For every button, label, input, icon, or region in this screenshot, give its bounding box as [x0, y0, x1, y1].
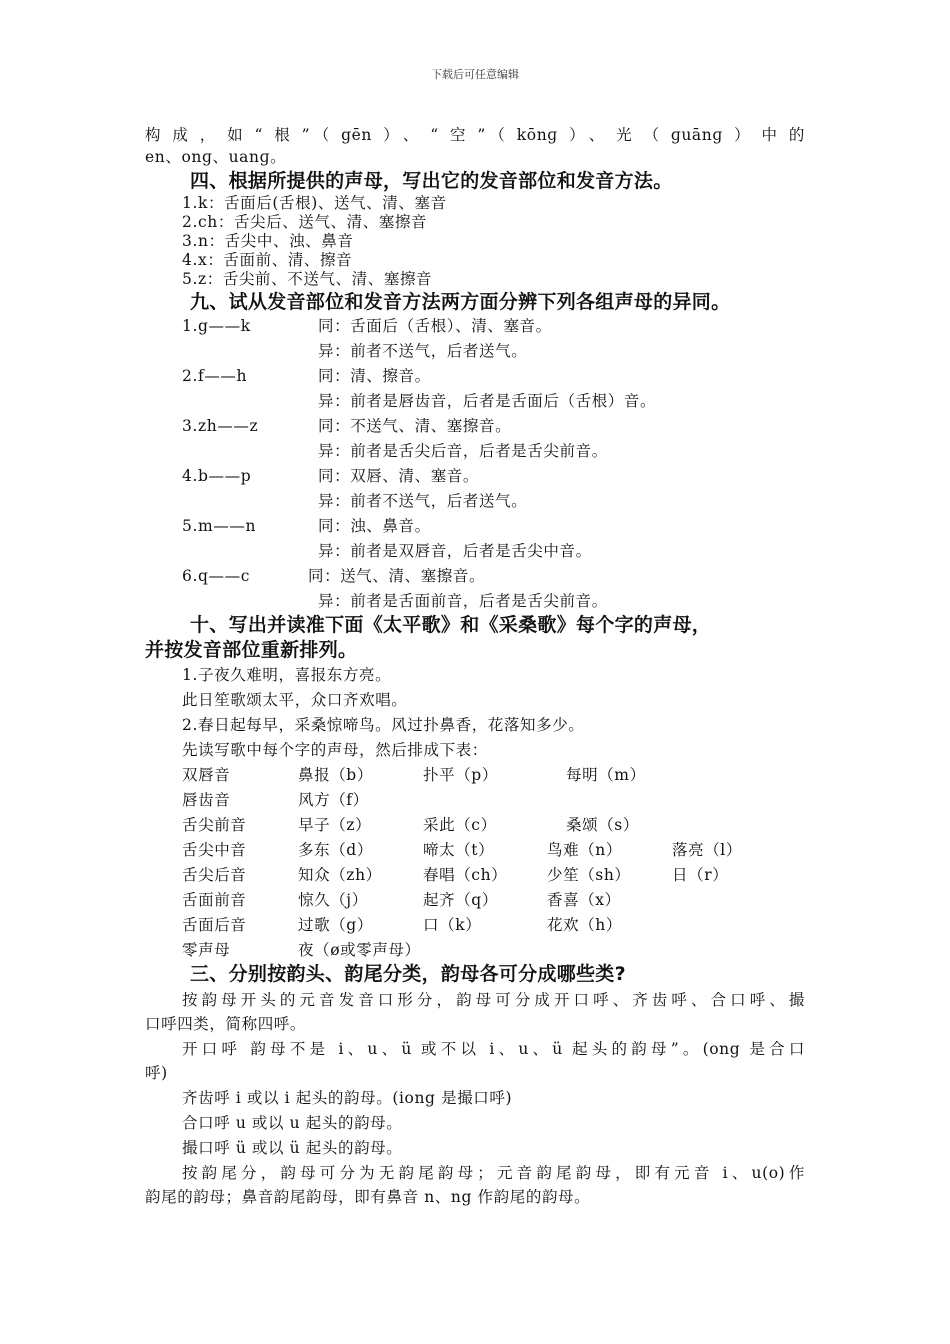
pair-diff: 异：前者不送气，后者送气。: [318, 492, 528, 510]
table-cell: 春唱（ch）: [423, 866, 508, 884]
intro-line-2: en、onɡ、uanɡ。: [145, 148, 287, 166]
table-cell-category: 零声母: [182, 941, 231, 959]
pair-same: 同：舌面后（舌根）、清、塞音。: [318, 317, 552, 335]
section-9-heading: 九、试从发音部位和发音方法两方面分辨下列各组声母的异同。: [190, 291, 731, 313]
table-cell-category: 舌尖中音: [182, 841, 247, 859]
table-cell: 扑平（p）: [423, 766, 498, 784]
table-cell: 多东（d）: [298, 841, 373, 859]
pair-same: 同：浊、鼻音。: [318, 517, 431, 535]
poem-line: 此日笙歌颂太平，众口齐欢唱。: [182, 691, 408, 709]
paragraph-line: 呼): [145, 1064, 168, 1082]
table-cell: 过歌（g）: [298, 916, 373, 934]
pair-diff: 异：前者是双唇音，后者是舌尖中音。: [318, 542, 592, 560]
pair-diff: 异：前者是舌面前音，后者是舌尖前音。: [318, 592, 608, 610]
poem-line: 2.春日起每早，采桑惊啼鸟。风过扑鼻香，花落知多少。: [182, 716, 585, 734]
table-cell: 口（k）: [423, 916, 482, 934]
pair-label: 2.f——h: [182, 367, 248, 385]
pair-same: 同：不送气、清、塞擦音。: [318, 417, 512, 435]
pair-diff: 异：前者是唇齿音，后者是舌面后（舌根）音。: [318, 392, 657, 410]
paragraph-line: 口呼四类，简称四呼。: [145, 1015, 307, 1033]
table-instruction: 先读写歌中每个字的声母，然后排成下表：: [182, 741, 488, 759]
paragraph-line: 开口呼 韵母不是 i、u、ü 或不以 i、u、ü 起头的韵母”。(ong 是合口: [182, 1040, 805, 1058]
section-4-heading: 四、根据所提供的声母，写出它的发音部位和发音方法。: [190, 170, 673, 192]
table-cell-category: 舌面后音: [182, 916, 247, 934]
table-cell: 少笙（sh）: [547, 866, 631, 884]
table-cell: 鸟难（n）: [547, 841, 622, 859]
table-cell: 惊久（j）: [298, 891, 368, 909]
table-cell: 鼻报（b）: [298, 766, 373, 784]
section-4-item: 1.k：舌面后(舌根)、送气、清、塞音: [182, 194, 447, 212]
table-cell: 早子（z）: [298, 816, 372, 834]
table-cell: 啼太（t）: [423, 841, 495, 859]
table-cell-category: 舌尖前音: [182, 816, 247, 834]
pair-label: 5.m——n: [182, 517, 257, 535]
pair-same: 同：双唇、清、塞音。: [318, 467, 480, 485]
table-cell: 知众（zh）: [298, 866, 382, 884]
section-4-item: 2.ch：舌尖后、送气、清、塞擦音: [182, 213, 428, 231]
table-cell-category: 双唇音: [182, 766, 231, 784]
table-cell-category: 舌面前音: [182, 891, 247, 909]
table-cell: 香喜（x）: [547, 891, 621, 909]
pair-label: 3.zh——z: [182, 417, 259, 435]
paragraph-line: 按韵母开头的元音发音口形分，韵母可分成开口呼、齐齿呼、合口呼、撮: [182, 991, 805, 1009]
table-cell: 起齐（q）: [423, 891, 498, 909]
section-4-item: 5.z：舌尖前、不送气、清、塞擦音: [182, 270, 433, 288]
table-cell: 日（r）: [672, 866, 729, 884]
table-cell: 风方（f）: [298, 791, 369, 809]
pair-label: 4.b——p: [182, 467, 252, 485]
paragraph-line: 撮口呼 ü 或以 ü 起头的韵母。: [182, 1139, 403, 1157]
table-cell: 夜（ø或零声母）: [298, 941, 421, 959]
table-cell: 落亮（l）: [672, 841, 742, 859]
pair-diff: 异：前者是舌尖后音，后者是舌尖前音。: [318, 442, 608, 460]
pair-diff: 异：前者不送气，后者送气。: [318, 342, 528, 360]
section-4-item: 3.n：舌尖中、浊、鼻音: [182, 232, 354, 250]
section-10-heading-cont: 并按发音部位重新排列。: [145, 639, 358, 661]
table-cell: 每明（m）: [566, 766, 646, 784]
section-10-heading: 十、写出并读准下面《太平歌》和《采桑歌》每个字的声母，: [190, 614, 712, 636]
pair-same: 同：送气、清、塞擦音。: [308, 567, 486, 585]
table-cell: 采此（c）: [423, 816, 497, 834]
section-3-heading: 三、分别按韵头、韵尾分类，韵母各可分成哪些类?: [190, 963, 626, 985]
section-4-item: 4.x：舌面前、清、擦音: [182, 251, 353, 269]
table-cell: 桑颂（s）: [566, 816, 639, 834]
table-cell: 花欢（h）: [547, 916, 622, 934]
pair-same: 同：清、擦音。: [318, 367, 431, 385]
table-cell-category: 舌尖后音: [182, 866, 247, 884]
pair-label: 1.g——k: [182, 317, 251, 335]
page-header: 下载后可任意编辑: [431, 68, 519, 81]
poem-line: 1.子夜久难明，喜报东方亮。: [182, 666, 392, 684]
paragraph-line: 合口呼 u 或以 u 起头的韵母。: [182, 1114, 403, 1132]
intro-line-1: 构成，如“根”（gēn）、“空”（kōnɡ）、光（ɡuānɡ）中的: [145, 126, 805, 144]
table-cell-category: 唇齿音: [182, 791, 231, 809]
pair-label: 6.q——c: [182, 567, 250, 585]
paragraph-line: 韵尾的韵母；鼻音韵尾韵母，即有鼻音 n、ng 作韵尾的韵母。: [145, 1188, 591, 1206]
paragraph-line: 按韵尾分，韵母可分为无韵尾韵母；元音韵尾韵母，即有元音 i、u(o)作: [182, 1164, 805, 1182]
paragraph-line: 齐齿呼 i 或以 i 起头的韵母。(iong 是撮口呼): [182, 1089, 513, 1107]
